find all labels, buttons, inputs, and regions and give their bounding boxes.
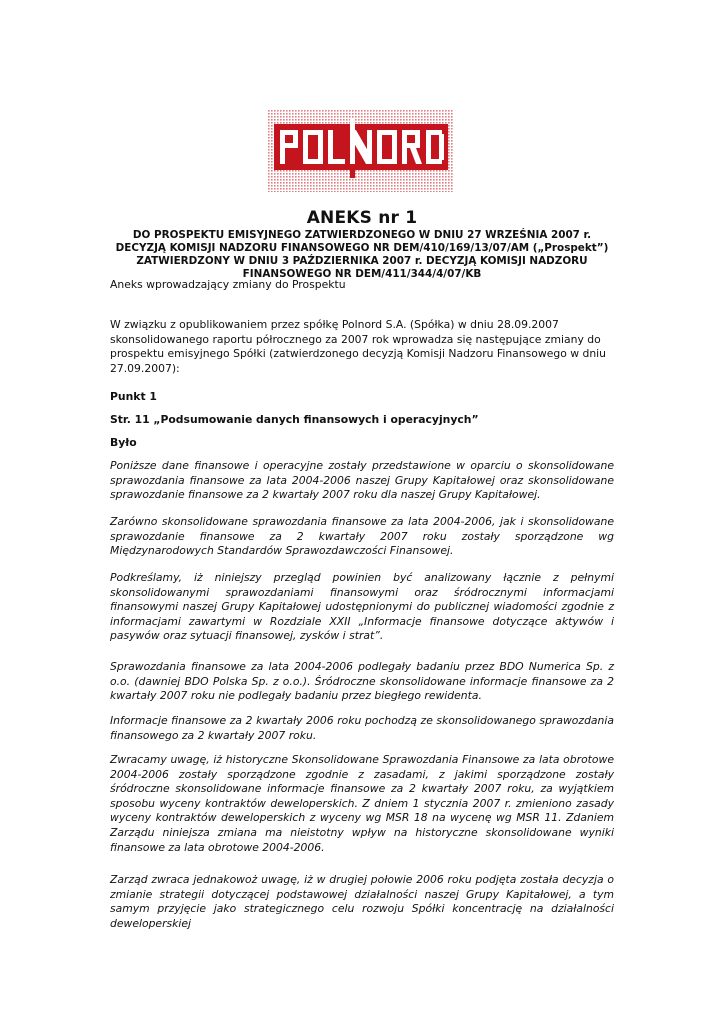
paragraph: Zarówno skonsolidowane sprawozdania finansowe za lata 2004-2006, jak i skonsolidowane sprawozdanie finansowe za 2 kwartały 2007 roku zostały sporządzone wg Międzynarodowych Standardów Sprawozdawczości Finansowej.: [110, 515, 614, 558]
context-paragraph: W związku z opublikowaniem przez spółkę Polnord S.A. (Spółka) w dniu 28.09.2007 skonsolidowanego raportu półrocznego za 2007 rok wprowadza się następujące zmiany do prospektu emisyjnego Spółki (zatwierdzonego decyzją Komisji Nadzoru Finansowego w dniu 27.09.2007):: [110, 318, 607, 375]
document-subtitle: DO PROSPEKTU EMISYJNEGO ZATWIERDZONEGO W DNIU 27 WRZEŚNIA 2007 r. DECYZJĄ KOMISJI NADZORU FINANSOWEGO NR DEM/410/169/13/07/AM („Prospekt”) ZATWIERDZONY W DNIU 3 PAŹDZIERNIKA 2007 r. DECYZJĄ KOMISJI NADZORU FINANSOWEGO NR DEM/411/344/4/07/KB: [115, 229, 609, 280]
paragraph: Podkreślamy, iż niniejszy przegląd powinien być analizowany łącznie z pełnymi skonsolidowanymi sprawozdaniami finansowymi oraz śródrocznymi informacjami finansowymi naszej Grupy Kapitałowej udostępnionymi do publicznej wiadomości zgodnie z informacjami zawartymi w Rozdziale XXII „Informacje finansowe dotyczące aktywów i pasywów oraz sytuacji finansowej, zysków i strat”.: [110, 571, 614, 643]
bylo-heading: Było: [110, 436, 137, 449]
section-heading: Str. 11 „Podsumowanie danych finansowych i operacyjnych”: [110, 413, 479, 426]
intro-text: Aneks wprowadzający zmiany do Prospektu: [110, 278, 346, 291]
paragraph: Zwracamy uwagę, iż historyczne Skonsolidowane Sprawozdania Finansowe za lata obrotowe 2004-2006 zostały sporządzone zgodnie z zasadami, z jakimi sporządzone zostały śródroczne skonsolidowane informacje finansowe za 2 kwartały 2007 roku, za wyjątkiem sposobu wyceny kontraktów deweloperskich. Z dniem 1 stycznia 2007 r. zmieniono zasady wyceny kontraktów deweloperskich z wyceny wg MSR 18 na wycenę wg MSR 11. Zdaniem Zarządu niniejsza zmiana ma nieistotny wpływ na historyczne skonsolidowane wyniki finansowe za lata obrotowe 2004-2006.: [110, 753, 614, 854]
punkt-heading: Punkt 1: [110, 390, 157, 403]
paragraph: Poniższe dane finansowe i operacyjne zostały przedstawione w oparciu o skonsolidowane sprawozdania finansowe za lata 2004-2006 naszej Grupy Kapitałowej oraz skonsolidowane sprawozdanie finansowe za 2 kwartały 2007 roku dla naszej Grupy Kapitałowej.: [110, 459, 614, 502]
document-title: ANEKS nr 1: [306, 208, 418, 228]
polnord-logo: [268, 110, 454, 192]
paragraph: Sprawozdania finansowe za lata 2004-2006 podlegały badaniu przez BDO Numerica Sp. z o.o. (dawniej BDO Polska Sp. z o.o.). Śródroczne skonsolidowane informacje finansowe za 2 kwartały 2007 roku nie podlegały badaniu przez biegłego rewidenta.: [110, 660, 614, 703]
paragraph: Informacje finansowe za 2 kwartały 2006 roku pochodzą ze skonsolidowanego sprawozdania finansowego za 2 kwartały 2007 roku.: [110, 714, 614, 742]
paragraph: Zarząd zwraca jednakowoż uwagę, iż w drugiej połowie 2006 roku podjęta została decyzja o zmianie strategii dotyczącej podstawowej działalności naszej Grupy Kapitałowej, a tym samym przyjęcie jako strategicznego celu rozwoju Spółki koncentrację na działalności deweloperskiej: [110, 873, 614, 930]
